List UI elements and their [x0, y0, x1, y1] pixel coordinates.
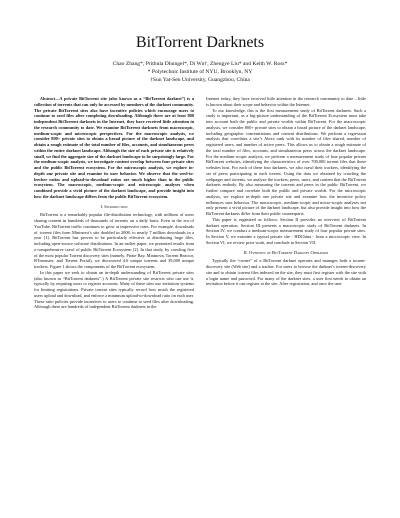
abstract: [34, 96, 194, 200]
section-1-heading: I. Introduction: [100, 203, 128, 209]
left-column: [34, 96, 194, 310]
affiliation-1: * Polytechnic Institute of NYU, Brooklyn, NY: [147, 69, 253, 75]
right-column: [206, 96, 366, 287]
intro-paragraph-1: BitTorrent is a remarkably popular file-distribution technology, with millions of users sharing content in hundreds of thousands of torrents on a daily basis. Even in the era of YouTube, BitTorrent traffic continues to grow at impressive rates. For example, downloads of .torrent files from Mininova’s site doubled in 2008, to nearly 7 million downloads in a year [1]. BitTorrent has proven to be particularly effective at distributing large files, including open-source software distributions. In an earlier paper, we presented results from a comprehensive crawl of public BitTorrent Ecosystem [2]. In that study, by crawling five of the most popular Torrent discovery sites (namely, Pirate Bay, Mininova, Torrent Reactor, BTmonster, and Torrent Portal), we discovered 4.6 unique torrents and 39,000 unique trackers. Figure 1 shows the components of the BitTorrent ecosystem.: [34, 212, 194, 269]
intro-paragraph-2-continued: Internet today, they have received little attention in the research community to date – little is known about their scope and behavior within the Internet.: [206, 96, 366, 107]
paper-title: BitTorrent Darknets: [135, 34, 265, 51]
intro-paragraph-4: This paper is organized as follows: Section II provides an overview of BitTorrent darknet operation. Section III presents a macroscopic study of BitTorrent darknets. In Section IV, we conduct a medium-scopic measurement study of four popular private sites. In Section V, we examine a typical private site - HDChina - from a microscopic view. In Section VI, we review prior work, and conclude in Section VII.: [206, 216, 366, 245]
author-list: Chao Zhang*, Prithula Dhungel*, Di Wu†, Zhengye Liu* and Keith W. Ross*: [112, 61, 288, 67]
intro-paragraph-2: In this paper we seek to obtain an in-depth understanding of BitTorrent private sites (also known as “BitTorrent darknets”.) A BitTorrent private site restricts who can use it, typically by requiring users to register accounts. Many of these sites use invitation systems for limiting registrations. Private torrent sites typically record how much the registered users upload and download, and enforce a minimum upload-to-download ratio on each user. These ratio policies provide incentives to users to continue to seed files after downloading. Although there are hundreds of independent BitTorrent darknets in the: [34, 269, 194, 310]
author-block: [0, 60, 400, 84]
affiliation-2: †Sun Yat-Sen University, Guangzhou, China: [150, 77, 250, 83]
intro-paragraph-3: To our knowledge, this is the first measurement study of BitTorrent darknets. Such a study is important, as a big-picture understanding of the BitTorrent Ecosystem must take into account both the public and private worlds within BitTorrent. For the macroscopic analysis, we consider 800+ private sites to obtain a broad picture of the darknet landscape, including geographic concentrations and content distributions. We perform a regression analysis that correlates a site’s Alexa rank with its number of files shared, number of registered users, and number of active peers. This allows us to obtain a rough estimate of the total number of files, accounts, and simultaneous peers across the darknet landscape. For the medium-scopic analysis, we perform a measurement study of four popular private BitTorrent websites, identifying the characteristics of over 700,000 torrent files that these websites host. For each of these four darknets, we also crawl their trackers, identifying the set of peers participating in each torrent. Using the data we obtained by crawling the webpages and torrents, we analyze the trackers, peers, users, and content that the BitTorrent darknets embody. By also measuring the torrents and peers in the public BitTorrent, we further compare and correlate both the public and private worlds. For the microscopic analysis, we explore in-depth one private site and examine how the incentive policy influences user behavior. The macroscopic, medium-scopic and micro-scopic analyses not only present a vivid picture of the darknet landscape, but also provide insight into how the BitTorrent darknets differ from their public counterparts.: [206, 107, 366, 216]
abstract-lead: Abstract—: [40, 96, 60, 101]
abstract-text: A private BitTorrent site (also known as a “BitTorrent darknet”) is a collection of torrents that can only be accessed by members of the darknet community. The private BitTorrent sites also have incentive policies which encourage users to continue to seed files after completing downloading. Although there are at least 800 independent BitTorrent darknets in the Internet, they have received little attention in the research community to date. We examine BitTorrent darknets from macroscopic, medium-scopic and microscopic perspectives. For the macroscopic analysis, we consider 800+ private sites to obtain a broad picture of the darknet landscape, and obtain a rough estimate of the total number of files, accounts, and simultaneous peers within the entire darknet landscape. Although the size of each private site is relatively small, we find the aggregate size of the darknet landscape to be surprisingly large. For the medium-scopic analysis, we investigate content overlap between four private sites and the public BitTorrent ecosystem. For the microscopic analysis, we explore in-depth one private site and examine its user behavior. We observe that the seed-to-leecher ratios and upload-to-download ratios are much higher than in the public ecosystem. The macroscopic, medium-scopic and microscopic analyses when combined provide a vivid picture of the darknet landscape, and provide insight into how the darknet landscape differs from the public BitTorrent ecosystem.: [34, 96, 194, 199]
section-2-heading: II. Overview of BitTorrent Darknet Operation: [243, 249, 329, 255]
overview-paragraph-1: Typically the “owner” of a BitTorrent darknet operates and manages both a torrent-discovery site (Web site) and a tracker. For users to browse the darknet’s torrent-discovery site and to obtain .torrent files indexed on the site, they must first register with the site with a login name and password. For many of the darknet sites, a user first needs to obtain an invitation before it can register at the site. After registration, and once the user: [206, 258, 366, 287]
